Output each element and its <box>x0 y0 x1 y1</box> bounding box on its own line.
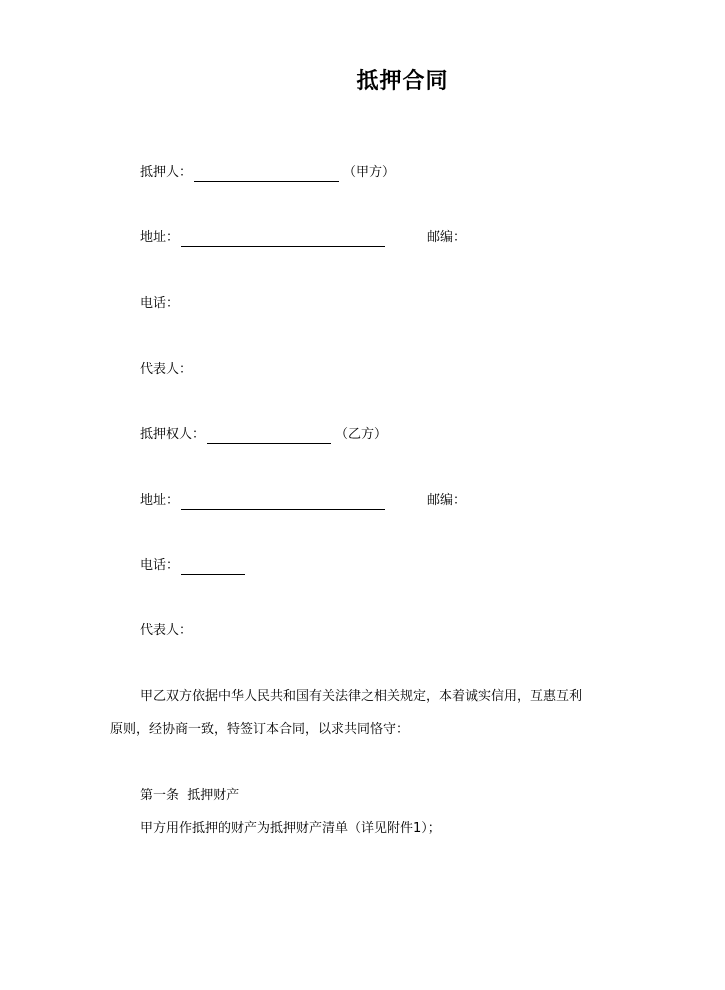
article-1-text: 甲方用作抵押的财产为抵押财产清单（详见附件1）； <box>140 821 441 836</box>
party-a-phone-line <box>140 295 179 313</box>
mortgagor-suffix: （甲方） <box>343 165 396 180</box>
preamble-line-1: 甲乙双方依据中华人民共和国有关法律之相关规定，本着诚实信用，互惠互利 <box>140 689 583 704</box>
party-b-address-label: 地址： <box>140 493 180 508</box>
party-b-rep-label: 代表人： <box>140 623 193 638</box>
mortgagee-label: 抵押权人： <box>140 427 206 442</box>
party-a-rep-line <box>140 361 192 379</box>
article-1-heading: 第一条 抵押财产 <box>140 788 240 803</box>
mortgagee-suffix: （乙方） <box>335 427 388 442</box>
mortgagor-line <box>140 164 395 182</box>
party-a-address-label: 地址： <box>140 230 180 245</box>
party-b-phone-blank[interactable] <box>181 560 245 575</box>
party-b-rep-line <box>140 622 192 640</box>
party-a-phone-label: 电话： <box>140 296 180 311</box>
party-a-zip-label: 邮编： <box>427 230 467 245</box>
party-b-address-blank[interactable] <box>181 495 385 510</box>
mortgagee-blank[interactable] <box>207 429 331 444</box>
party-b-phone-line <box>140 557 249 575</box>
party-b-address-line <box>140 492 466 510</box>
mortgagor-label: 抵押人： <box>140 165 193 180</box>
mortgagee-line <box>140 426 387 444</box>
preamble-line-2: 原则，经协商一致，特签订本合同，以求共同恪守： <box>110 722 410 737</box>
party-a-address-line <box>140 229 466 247</box>
mortgagor-blank[interactable] <box>194 167 339 182</box>
party-a-address-blank[interactable] <box>181 232 385 247</box>
party-b-phone-label: 电话： <box>140 558 180 573</box>
party-a-rep-label: 代表人： <box>140 362 193 377</box>
party-b-zip-label: 邮编： <box>427 493 467 508</box>
document-title: 抵押合同 <box>356 69 449 94</box>
